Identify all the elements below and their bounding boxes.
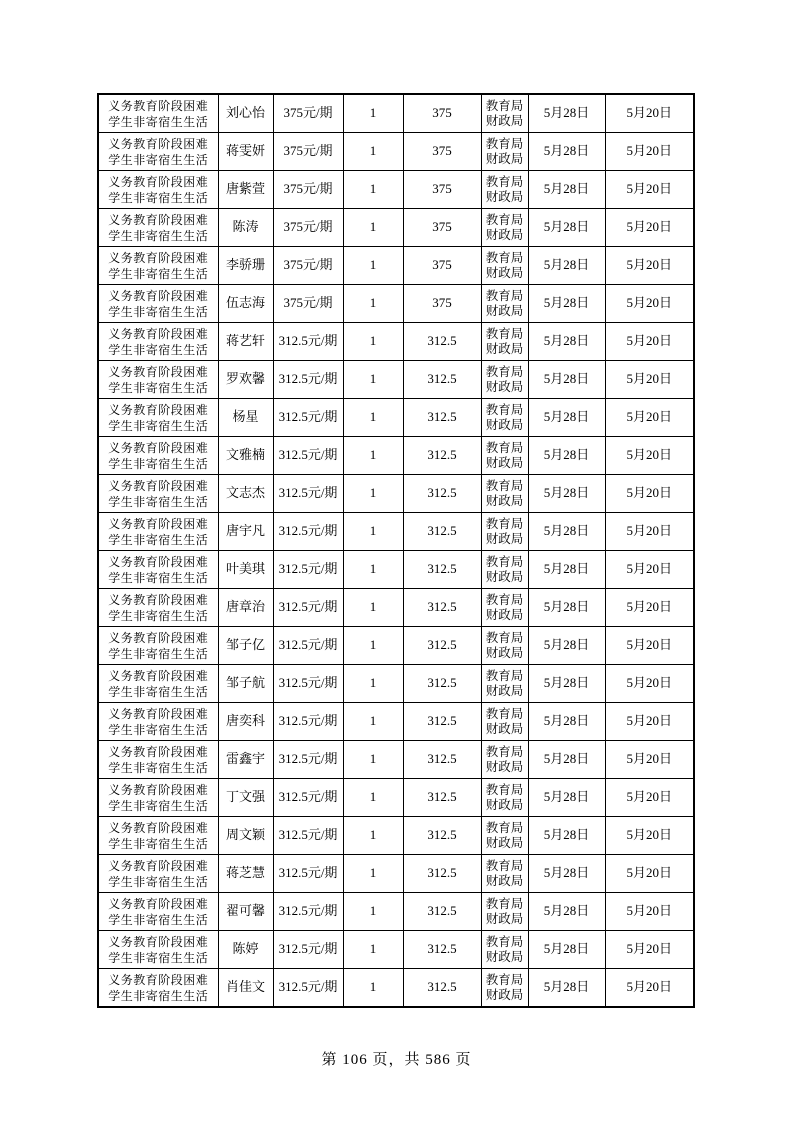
quantity-cell: 1 [343,665,403,703]
payment-date-cell: 5月28日 [528,171,605,209]
quantity-cell: 1 [343,475,403,513]
funding-unit-cell: 教育局 财政局 [481,741,528,779]
category-text: 义务教育阶段困难 学生非寄宿生生活 [108,745,209,775]
issue-date-cell: 5月20日 [605,855,694,893]
category-text: 义务教育阶段困难 学生非寄宿生生活 [108,137,209,167]
table-row [98,551,694,589]
student-name-cell: 唐宇凡 [218,513,273,551]
category-text: 义务教育阶段困难 学生非寄宿生生活 [108,403,209,433]
category-text: 义务教育阶段困难 学生非寄宿生生活 [108,441,209,471]
payment-date-cell: 5月28日 [528,741,605,779]
category-cell [98,627,218,665]
issue-date-cell: 5月20日 [605,817,694,855]
category-cell [98,969,218,1008]
quantity-cell: 1 [343,437,403,475]
standard-cell: 312.5元/期 [273,437,343,475]
category-text: 义务教育阶段困难 学生非寄宿生生活 [108,251,209,281]
funding-unit-cell: 教育局 财政局 [481,665,528,703]
standard-cell: 375元/期 [273,285,343,323]
payment-date-cell: 5月28日 [528,133,605,171]
amount-cell: 312.5 [403,665,481,703]
standard-cell: 375元/期 [273,171,343,209]
table-row [98,285,694,323]
table-row [98,437,694,475]
category-cell [98,94,218,133]
table-row [98,741,694,779]
category-cell [98,133,218,171]
amount-cell: 312.5 [403,437,481,475]
payment-date-cell: 5月28日 [528,247,605,285]
standard-cell: 375元/期 [273,209,343,247]
student-name-cell: 唐章治 [218,589,273,627]
issue-date-cell: 5月20日 [605,247,694,285]
student-name-cell: 李骄珊 [218,247,273,285]
student-name-cell: 陈婷 [218,931,273,969]
category-cell [98,171,218,209]
table-row [98,589,694,627]
standard-cell: 312.5元/期 [273,741,343,779]
payment-date-cell: 5月28日 [528,437,605,475]
issue-date-cell: 5月20日 [605,399,694,437]
funding-unit-cell: 教育局 财政局 [481,627,528,665]
student-name-cell: 周文颖 [218,817,273,855]
student-name-cell: 邹子航 [218,665,273,703]
payment-date-cell: 5月28日 [528,665,605,703]
funding-unit-cell: 教育局 财政局 [481,247,528,285]
quantity-cell: 1 [343,247,403,285]
table-row [98,475,694,513]
funding-unit-cell: 教育局 财政局 [481,779,528,817]
table-row [98,931,694,969]
table-row [98,703,694,741]
category-cell [98,247,218,285]
standard-cell: 312.5元/期 [273,665,343,703]
quantity-cell: 1 [343,94,403,133]
category-cell [98,855,218,893]
funding-unit-cell: 教育局 财政局 [481,703,528,741]
table-row [98,665,694,703]
table-row [98,817,694,855]
table-row [98,779,694,817]
standard-cell: 312.5元/期 [273,703,343,741]
issue-date-cell: 5月20日 [605,665,694,703]
standard-cell: 312.5元/期 [273,475,343,513]
issue-date-cell: 5月20日 [605,627,694,665]
student-name-cell: 文志杰 [218,475,273,513]
category-text: 义务教育阶段困难 学生非寄宿生生活 [108,213,209,243]
category-text: 义务教育阶段困难 学生非寄宿生生活 [108,973,209,1003]
category-text: 义务教育阶段困难 学生非寄宿生生活 [108,783,209,813]
quantity-cell: 1 [343,209,403,247]
quantity-cell: 1 [343,969,403,1008]
student-name-cell: 刘心怡 [218,94,273,133]
standard-cell: 312.5元/期 [273,589,343,627]
table-row [98,361,694,399]
category-text: 义务教育阶段困难 学生非寄宿生生活 [108,859,209,889]
issue-date-cell: 5月20日 [605,209,694,247]
issue-date-cell: 5月20日 [605,893,694,931]
payment-date-cell: 5月28日 [528,475,605,513]
funding-unit-cell: 教育局 财政局 [481,475,528,513]
payment-date-cell: 5月28日 [528,893,605,931]
issue-date-cell: 5月20日 [605,779,694,817]
category-cell [98,323,218,361]
funding-unit-cell: 教育局 财政局 [481,513,528,551]
category-text: 义务教育阶段困难 学生非寄宿生生活 [108,555,209,585]
category-text: 义务教育阶段困难 学生非寄宿生生活 [108,479,209,509]
standard-cell: 312.5元/期 [273,361,343,399]
student-name-cell: 唐奕科 [218,703,273,741]
category-cell [98,437,218,475]
quantity-cell: 1 [343,323,403,361]
student-name-cell: 叶美琪 [218,551,273,589]
table-row [98,399,694,437]
payment-date-cell: 5月28日 [528,399,605,437]
category-cell [98,361,218,399]
amount-cell: 312.5 [403,817,481,855]
issue-date-cell: 5月20日 [605,133,694,171]
quantity-cell: 1 [343,399,403,437]
category-cell [98,475,218,513]
standard-cell: 312.5元/期 [273,551,343,589]
amount-cell: 312.5 [403,931,481,969]
student-name-cell: 雷鑫宇 [218,741,273,779]
quantity-cell: 1 [343,361,403,399]
issue-date-cell: 5月20日 [605,437,694,475]
standard-cell: 375元/期 [273,94,343,133]
amount-cell: 312.5 [403,513,481,551]
table-row [98,323,694,361]
category-text: 义务教育阶段困难 学生非寄宿生生活 [108,897,209,927]
standard-cell: 375元/期 [273,247,343,285]
category-cell [98,209,218,247]
amount-cell: 312.5 [403,589,481,627]
funding-unit-cell: 教育局 财政局 [481,893,528,931]
standard-cell: 312.5元/期 [273,931,343,969]
student-name-cell: 罗欢馨 [218,361,273,399]
issue-date-cell: 5月20日 [605,285,694,323]
amount-cell: 375 [403,94,481,133]
category-cell [98,285,218,323]
quantity-cell: 1 [343,133,403,171]
student-name-cell: 肖佳文 [218,969,273,1008]
student-name-cell: 邹子亿 [218,627,273,665]
standard-cell: 312.5元/期 [273,323,343,361]
amount-cell: 312.5 [403,627,481,665]
quantity-cell: 1 [343,779,403,817]
category-text: 义务教育阶段困难 学生非寄宿生生活 [108,821,209,851]
amount-cell: 312.5 [403,399,481,437]
student-name-cell: 陈涛 [218,209,273,247]
funding-unit-cell: 教育局 财政局 [481,209,528,247]
table-row [98,94,694,133]
standard-cell: 312.5元/期 [273,513,343,551]
table-row [98,209,694,247]
amount-cell: 312.5 [403,741,481,779]
student-name-cell: 蒋雯妍 [218,133,273,171]
quantity-cell: 1 [343,931,403,969]
payment-date-cell: 5月28日 [528,323,605,361]
category-text: 义务教育阶段困难 学生非寄宿生生活 [108,593,209,623]
quantity-cell: 1 [343,893,403,931]
category-text: 义务教育阶段困难 学生非寄宿生生活 [108,517,209,547]
issue-date-cell: 5月20日 [605,361,694,399]
category-cell [98,513,218,551]
category-cell [98,931,218,969]
standard-cell: 312.5元/期 [273,969,343,1008]
category-cell [98,779,218,817]
funding-unit-cell: 教育局 财政局 [481,437,528,475]
table-row [98,893,694,931]
payment-date-cell: 5月28日 [528,551,605,589]
student-name-cell: 伍志海 [218,285,273,323]
category-text: 义务教育阶段困难 学生非寄宿生生活 [108,669,209,699]
table-row [98,969,694,1008]
category-cell [98,817,218,855]
issue-date-cell: 5月20日 [605,589,694,627]
category-text: 义务教育阶段困难 学生非寄宿生生活 [108,631,209,661]
payment-date-cell: 5月28日 [528,969,605,1008]
quantity-cell: 1 [343,855,403,893]
category-text: 义务教育阶段困难 学生非寄宿生生活 [108,707,209,737]
quantity-cell: 1 [343,627,403,665]
issue-date-cell: 5月20日 [605,171,694,209]
funding-unit-cell: 教育局 财政局 [481,969,528,1008]
category-text: 义务教育阶段困难 学生非寄宿生生活 [108,99,209,129]
funding-unit-cell: 教育局 财政局 [481,285,528,323]
page-footer: 第 106 页，共 586 页 [321,1052,472,1068]
quantity-cell: 1 [343,741,403,779]
category-cell [98,551,218,589]
issue-date-cell: 5月20日 [605,703,694,741]
payment-date-cell: 5月28日 [528,513,605,551]
category-cell [98,703,218,741]
payment-date-cell: 5月28日 [528,589,605,627]
issue-date-cell: 5月20日 [605,931,694,969]
standard-cell: 312.5元/期 [273,627,343,665]
issue-date-cell: 5月20日 [605,475,694,513]
issue-date-cell: 5月20日 [605,969,694,1008]
issue-date-cell: 5月20日 [605,513,694,551]
funding-unit-cell: 教育局 财政局 [481,817,528,855]
quantity-cell: 1 [343,703,403,741]
payment-date-cell: 5月28日 [528,931,605,969]
category-cell [98,399,218,437]
standard-cell: 312.5元/期 [273,779,343,817]
payment-date-cell: 5月28日 [528,94,605,133]
amount-cell: 375 [403,285,481,323]
payment-date-cell: 5月28日 [528,285,605,323]
table-row [98,247,694,285]
funding-unit-cell: 教育局 财政局 [481,171,528,209]
amount-cell: 312.5 [403,855,481,893]
amount-cell: 312.5 [403,779,481,817]
quantity-cell: 1 [343,589,403,627]
table-row [98,171,694,209]
payment-date-cell: 5月28日 [528,855,605,893]
category-text: 义务教育阶段困难 学生非寄宿生生活 [108,365,209,395]
subsidy-table [97,93,695,1008]
standard-cell: 312.5元/期 [273,817,343,855]
category-cell [98,741,218,779]
issue-date-cell: 5月20日 [605,323,694,361]
amount-cell: 312.5 [403,893,481,931]
quantity-cell: 1 [343,513,403,551]
standard-cell: 312.5元/期 [273,855,343,893]
funding-unit-cell: 教育局 财政局 [481,361,528,399]
quantity-cell: 1 [343,817,403,855]
table-row [98,133,694,171]
student-name-cell: 唐紫萱 [218,171,273,209]
funding-unit-cell: 教育局 财政局 [481,399,528,437]
student-name-cell: 蒋艺轩 [218,323,273,361]
funding-unit-cell: 教育局 财政局 [481,931,528,969]
amount-cell: 312.5 [403,475,481,513]
payment-date-cell: 5月28日 [528,703,605,741]
student-name-cell: 蒋芝慧 [218,855,273,893]
student-name-cell: 翟可馨 [218,893,273,931]
amount-cell: 312.5 [403,969,481,1008]
funding-unit-cell: 教育局 财政局 [481,133,528,171]
amount-cell: 375 [403,133,481,171]
payment-date-cell: 5月28日 [528,817,605,855]
funding-unit-cell: 教育局 财政局 [481,855,528,893]
funding-unit-cell: 教育局 财政局 [481,94,528,133]
amount-cell: 312.5 [403,323,481,361]
payment-date-cell: 5月28日 [528,361,605,399]
payment-date-cell: 5月28日 [528,627,605,665]
standard-cell: 312.5元/期 [273,399,343,437]
amount-cell: 312.5 [403,551,481,589]
category-cell [98,893,218,931]
category-text: 义务教育阶段困难 学生非寄宿生生活 [108,935,209,965]
student-name-cell: 文雅楠 [218,437,273,475]
issue-date-cell: 5月20日 [605,94,694,133]
category-cell [98,665,218,703]
category-text: 义务教育阶段困难 学生非寄宿生生活 [108,327,209,357]
student-name-cell: 杨星 [218,399,273,437]
issue-date-cell: 5月20日 [605,741,694,779]
category-text: 义务教育阶段困难 学生非寄宿生生活 [108,289,209,319]
amount-cell: 312.5 [403,703,481,741]
student-name-cell: 丁文强 [218,779,273,817]
funding-unit-cell: 教育局 财政局 [481,551,528,589]
category-text: 义务教育阶段困难 学生非寄宿生生活 [108,175,209,205]
payment-date-cell: 5月28日 [528,779,605,817]
quantity-cell: 1 [343,551,403,589]
standard-cell: 312.5元/期 [273,893,343,931]
quantity-cell: 1 [343,171,403,209]
amount-cell: 375 [403,209,481,247]
category-cell [98,589,218,627]
standard-cell: 375元/期 [273,133,343,171]
table-row [98,513,694,551]
quantity-cell: 1 [343,285,403,323]
funding-unit-cell: 教育局 财政局 [481,323,528,361]
table-row [98,627,694,665]
amount-cell: 375 [403,247,481,285]
payment-date-cell: 5月28日 [528,209,605,247]
amount-cell: 375 [403,171,481,209]
issue-date-cell: 5月20日 [605,551,694,589]
table-row [98,855,694,893]
funding-unit-cell: 教育局 财政局 [481,589,528,627]
amount-cell: 312.5 [403,361,481,399]
